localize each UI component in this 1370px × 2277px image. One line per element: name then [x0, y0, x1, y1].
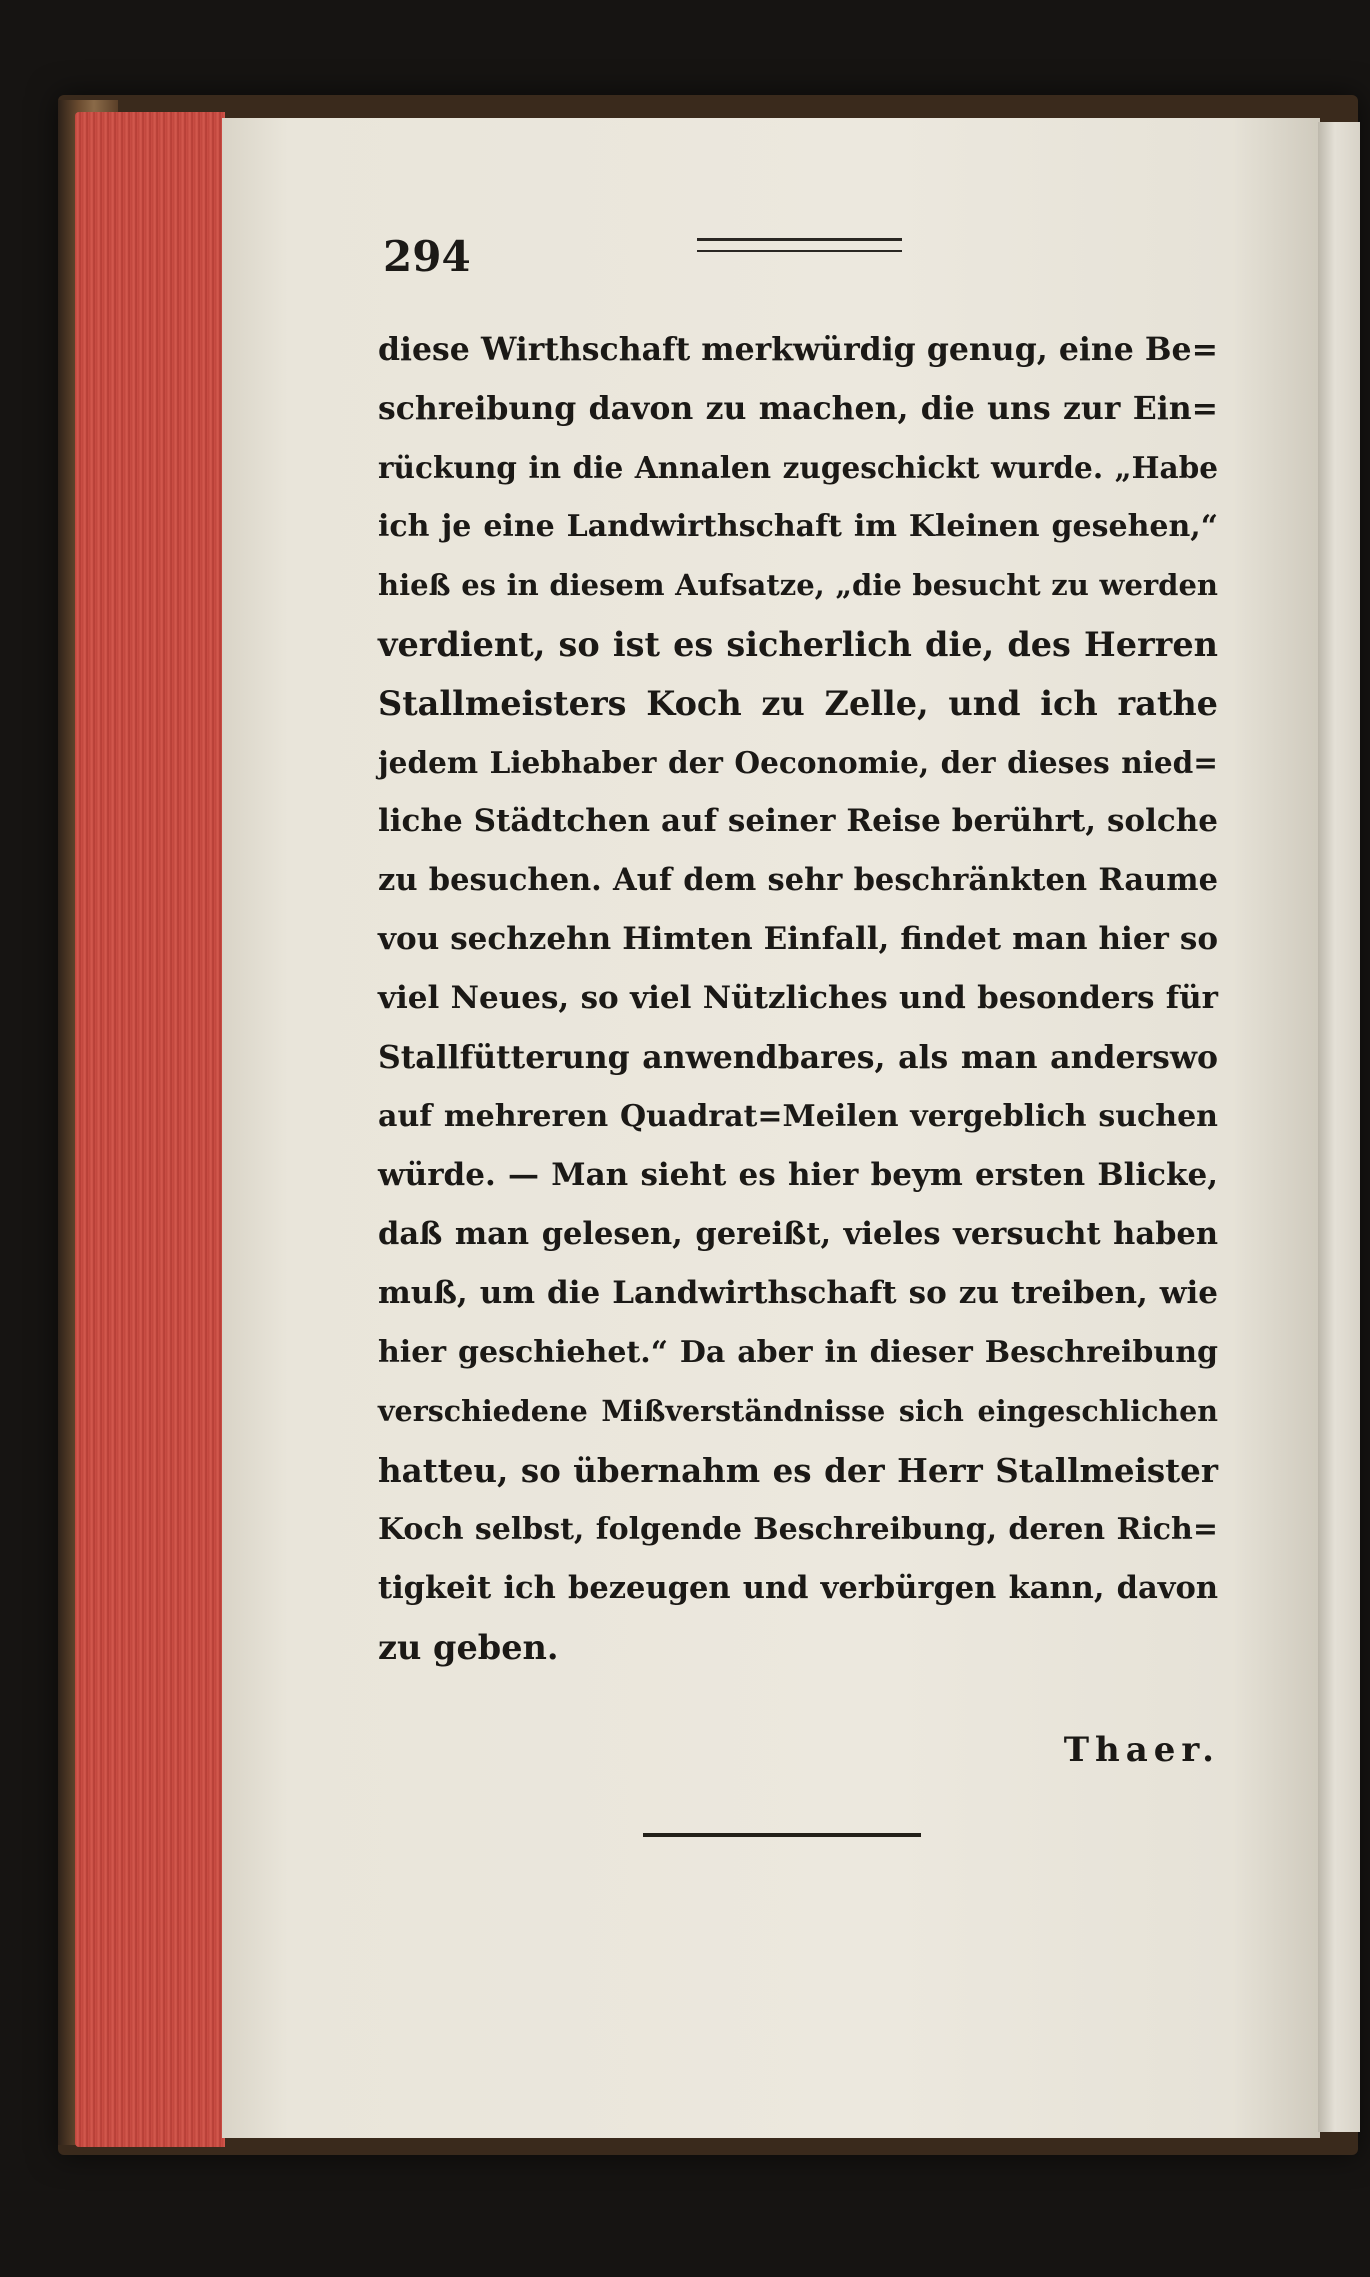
end-rule — [643, 1833, 921, 1837]
text-line: verdient, so ist es sicherlich die, des Herren — [378, 625, 1218, 664]
text-line: hatteu, so übernahm es der Herr Stallmeister — [378, 1451, 1218, 1490]
text-line: rückung in die Annalen zugeschickt wurde. „Habe — [378, 450, 1218, 485]
text-line: verschiedene Mißverständnisse sich eingeschlichen — [378, 1394, 1218, 1428]
text-line-last: zu geben. — [378, 1628, 559, 1667]
text-line: Stallmeisters Koch zu Zelle, und ich rathe — [378, 684, 1218, 723]
signature-thaer: Thaer. — [1063, 1730, 1220, 1770]
text-line: liche Städtchen auf seiner Reise berührt, solche — [378, 803, 1218, 839]
text-line: zu besuchen. Auf dem sehr beschränkten Raume — [378, 862, 1218, 898]
text-line: viel Neues, so viel Nützliches und besonders für — [378, 980, 1218, 1016]
text-line: daß man gelesen, gereißt, vieles versucht haben — [378, 1216, 1218, 1252]
text-line: hier geschiehet.“ Da aber in dieser Beschreibung — [378, 1335, 1218, 1370]
text-line: jedem Liebhaber der Oeconomie, der dieses nied= — [378, 745, 1218, 780]
facing-page-edge — [1318, 122, 1360, 2132]
text-line: ich je eine Landwirthschaft im Kleinen gesehen,“ — [378, 509, 1218, 544]
text-line: auf mehreren Quadrat=Meilen vergeblich suchen — [378, 1099, 1218, 1134]
header-double-rule — [697, 238, 902, 252]
text-line: würde. — Man sieht es hier beym ersten Blicke, — [378, 1157, 1218, 1193]
text-line: schreibung davon zu machen, die uns zur Ein= — [378, 390, 1218, 427]
text-line: hieß es in diesem Aufsatze, „die besucht zu werden — [378, 568, 1218, 602]
page-number: 294 — [383, 232, 471, 281]
text-line: Koch selbst, folgende Beschreibung, deren Rich= — [378, 1512, 1218, 1547]
text-line: muß, um die Landwirthschaft so zu treiben, wie — [378, 1275, 1218, 1311]
text-line: Stallfütterung anwendbares, als man anderswo — [378, 1039, 1218, 1076]
text-line: diese Wirthschaft merkwürdig genug, eine Be= — [378, 331, 1218, 368]
text-line: vou sechzehn Himten Einfall, findet man hier so — [378, 921, 1218, 957]
red-page-edges — [75, 112, 225, 2147]
text-line: tigkeit ich bezeugen und verbürgen kann, davon — [378, 1570, 1218, 1606]
body-text — [378, 320, 1218, 1677]
